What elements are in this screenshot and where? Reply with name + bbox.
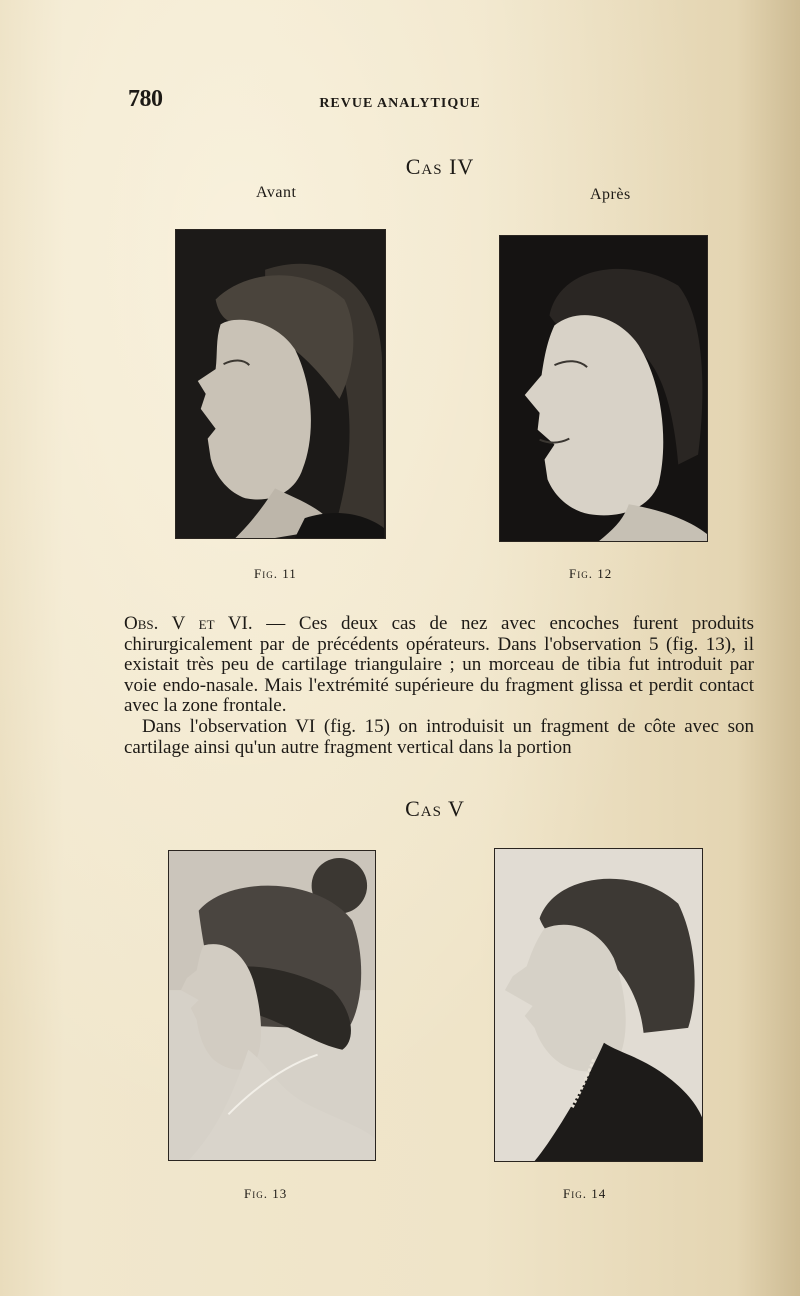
obs-body: — Ces deux cas de nez avec encoches furent produits chirurgicalement par de précédents opérateurs. Dans l'observation 5 (fig. 13), il existait très peu de cartilage triangulaire ; un morceau de tibia fut introduit par voie endo-nasale. Mais l'extrémité supérieure du fragment glissa et perdit contact avec la zone frontale.	[124, 613, 754, 717]
label-after: Après	[590, 186, 631, 203]
paragraph-obs-vi: Dans l'observation VI (fig. 15) on introduisit un fragment de côte avec son cartilage ainsi qu'un autre fragment vertical dans la portion	[124, 715, 754, 758]
case-iv-title: Cas IV	[405, 154, 475, 179]
photo-fig-11	[175, 229, 386, 539]
fig-14-caption: Fig. 14	[563, 1186, 607, 1201]
photo-fig-13	[168, 850, 376, 1161]
fig-13-caption: Fig. 13	[244, 1186, 288, 1201]
fig-12-caption: Fig. 12	[569, 566, 613, 581]
running-title: REVUE ANALYTIQUE	[319, 96, 481, 111]
photo-fig-14	[494, 848, 703, 1162]
obs-lead: Obs. V et VI.	[124, 613, 253, 634]
body-text	[124, 614, 754, 758]
page-number: 780	[128, 86, 163, 112]
fig-11-caption: Fig. 11	[254, 566, 297, 581]
case-v-title: Cas V	[405, 796, 465, 821]
photo-fig-12	[499, 235, 708, 542]
paragraph-obs-v-vi	[124, 614, 754, 717]
label-before: Avant	[256, 184, 297, 201]
